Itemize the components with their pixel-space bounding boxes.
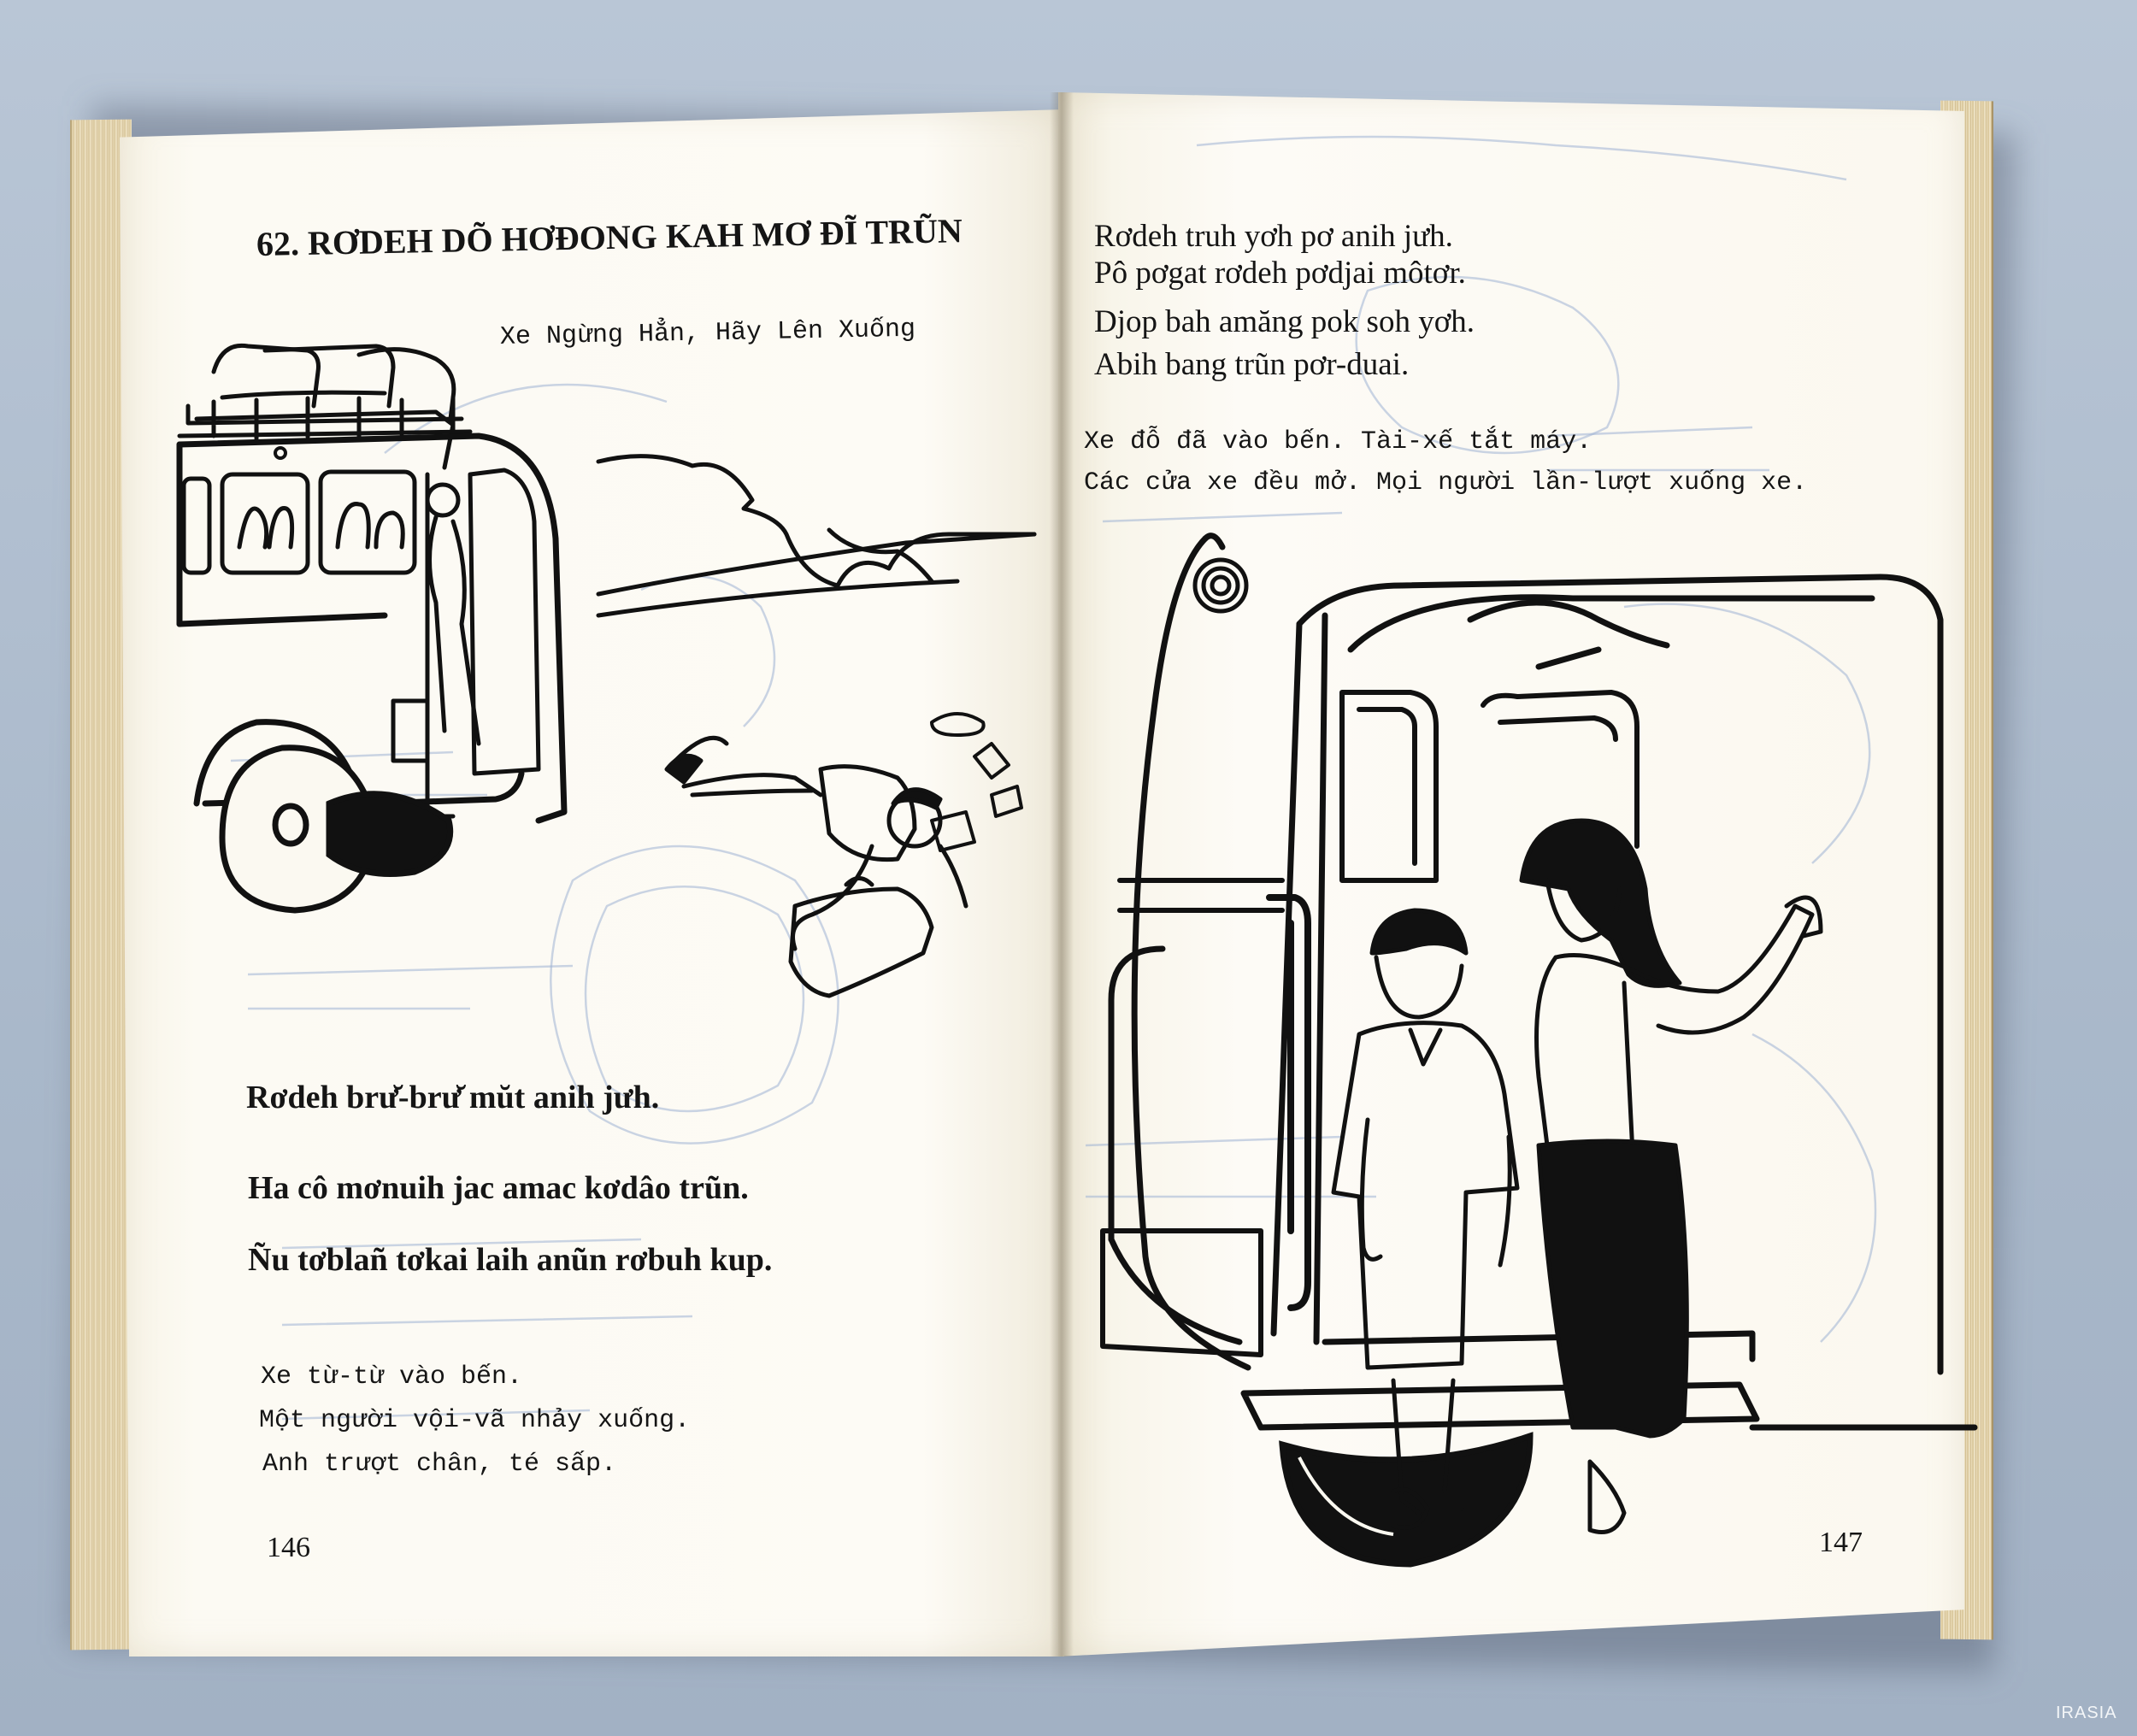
bus-wheel <box>222 748 450 910</box>
hat-and-papers <box>932 714 1021 850</box>
falling-man <box>667 738 966 949</box>
right-page-number: 147 <box>1819 1527 1863 1558</box>
left-vietnamese-line-3: Anh trượt chân, té sấp. <box>262 1450 617 1479</box>
bus-falling-man-illustration <box>120 291 1060 1103</box>
bus-headlight <box>1195 560 1246 611</box>
right-bahnar-line-2: Pô pơgat rơdeh pơdjai môtơr. <box>1094 256 1466 291</box>
left-page-number: 146 <box>267 1532 310 1563</box>
roof-luggage <box>197 345 454 468</box>
bus-wheel-right <box>1282 1436 1530 1564</box>
bus-body <box>180 436 564 821</box>
right-bahnar-line-4: Abih bang trũn pơr-duai. <box>1094 347 1410 382</box>
bus-door-passengers-illustration <box>1086 521 1940 1598</box>
lesson-subheading: Xe Ngừng Hẳn, Hãy Lên Xuống <box>499 315 916 352</box>
left-bahnar-line-2: Ha cô mơnuih jac amac kơdâo trũn. <box>248 1170 749 1206</box>
bus-front <box>1111 536 1248 1368</box>
right-bahnar-line-3: Djop bah amăng pok soh yơh. <box>1094 304 1475 339</box>
left-vietnamese-line-1: Xe từ-từ vào bến. <box>261 1362 523 1392</box>
right-bahnar-line-1: Rơdeh truh yơh pơ anih jưh. <box>1094 219 1453 254</box>
right-vietnamese-line-2: Các cửa xe đều mở. Mọi người lần-lượt xuống xe. <box>1084 468 1808 497</box>
suitcase <box>791 879 932 997</box>
scan-watermark: IRASIA <box>2056 1704 2117 1722</box>
bus-side-panel <box>1103 880 1282 1355</box>
boy-figure <box>1333 910 1517 1528</box>
left-vietnamese-line-2: Một người vội-vã nhảy xuống. <box>259 1406 691 1435</box>
right-vietnamese-line-1: Xe đỗ đã vào bến. Tài-xế tắt máy. <box>1084 427 1592 456</box>
bus-windows <box>184 472 415 573</box>
left-bahnar-line-3: Ñu tơblañ tơkai laih anũn rơbuh kup. <box>248 1242 773 1278</box>
bus-light <box>275 448 286 458</box>
lesson-heading: 62. RƠDEH DÕ HƠĐONG KAH MƠ ĐĨ TRŨN <box>256 211 963 263</box>
landscape <box>598 456 1034 615</box>
left-bahnar-line-1: Rơdeh brư̆-brư̆ mŭt anih jưh. <box>246 1080 660 1115</box>
